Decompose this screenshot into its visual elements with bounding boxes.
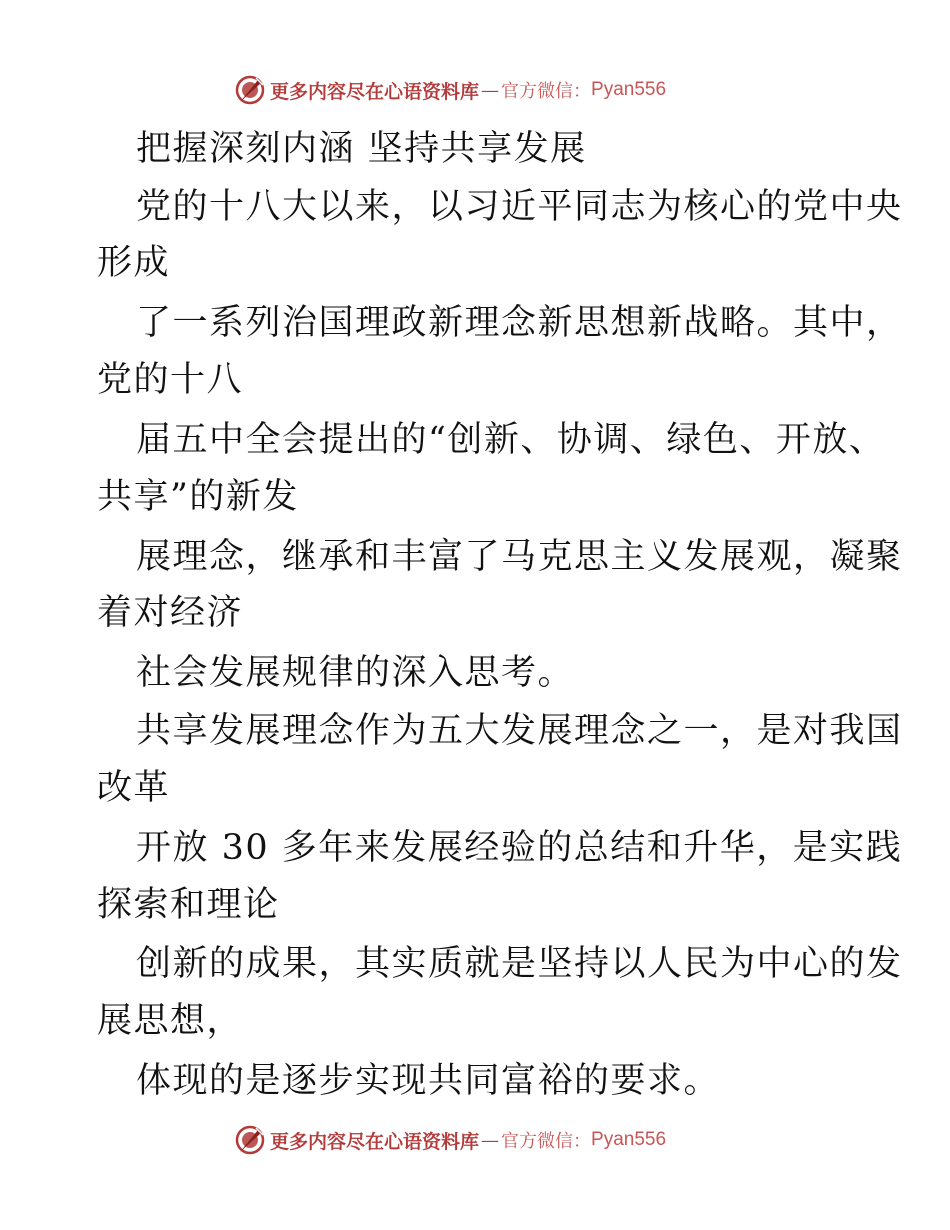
paragraph-line: 改革 xyxy=(97,768,171,808)
paragraph-line: 党的十八 xyxy=(97,360,244,400)
watermark-wechat-id: Pyan556 xyxy=(591,79,667,100)
paragraph-line: 形成 xyxy=(97,243,171,283)
watermark-official-label: 官方微信： xyxy=(501,1131,592,1152)
footer-watermark xyxy=(234,1123,666,1157)
paragraph-line: 了一系列治国理政新理念新思想新战略。其中， xyxy=(136,303,903,343)
paragraph-line: 展思想， xyxy=(97,1001,244,1041)
paragraph-line: 探索和理论 xyxy=(97,885,280,925)
watermark-wechat-id: Pyan556 xyxy=(591,1129,667,1150)
document-title: 把握深刻内涵 坚持共享发展 xyxy=(136,129,587,169)
watermark-separator: — xyxy=(481,79,500,101)
paragraph-line: 展理念，继承和丰富了马克思主义发展观，凝聚 xyxy=(136,537,903,577)
paragraph-line: 共享”的新发 xyxy=(97,477,299,517)
paragraph-line: 着对经济 xyxy=(97,593,244,633)
paragraph-line: 社会发展规律的深入思考。 xyxy=(136,653,575,693)
paragraph-line: 创新的成果，其实质就是坚持以人民为中心的发 xyxy=(136,944,903,984)
paragraph-line: 开放 30 多年来发展经验的总结和升华，是实践 xyxy=(136,828,903,868)
paragraph-line: 届五中全会提出的“创新、协调、绿色、开放、 xyxy=(136,420,886,460)
watermark-separator: — xyxy=(481,1129,500,1151)
quill-logo-icon xyxy=(234,1124,266,1156)
watermark-brand: 更多内容尽在心语资料库 xyxy=(270,1130,480,1153)
paragraph-line: 体现的是逐步实现共同富裕的要求。 xyxy=(136,1061,721,1101)
quill-logo-icon xyxy=(234,74,266,106)
paragraph-line: 共享发展理念作为五大发展理念之一，是对我国 xyxy=(136,711,903,751)
watermark-official-label: 官方微信： xyxy=(501,81,592,102)
header-watermark xyxy=(234,73,666,107)
paragraph-line: 党的十八大以来，以习近平同志为核心的党中央 xyxy=(136,187,903,227)
watermark-brand: 更多内容尽在心语资料库 xyxy=(270,80,480,103)
